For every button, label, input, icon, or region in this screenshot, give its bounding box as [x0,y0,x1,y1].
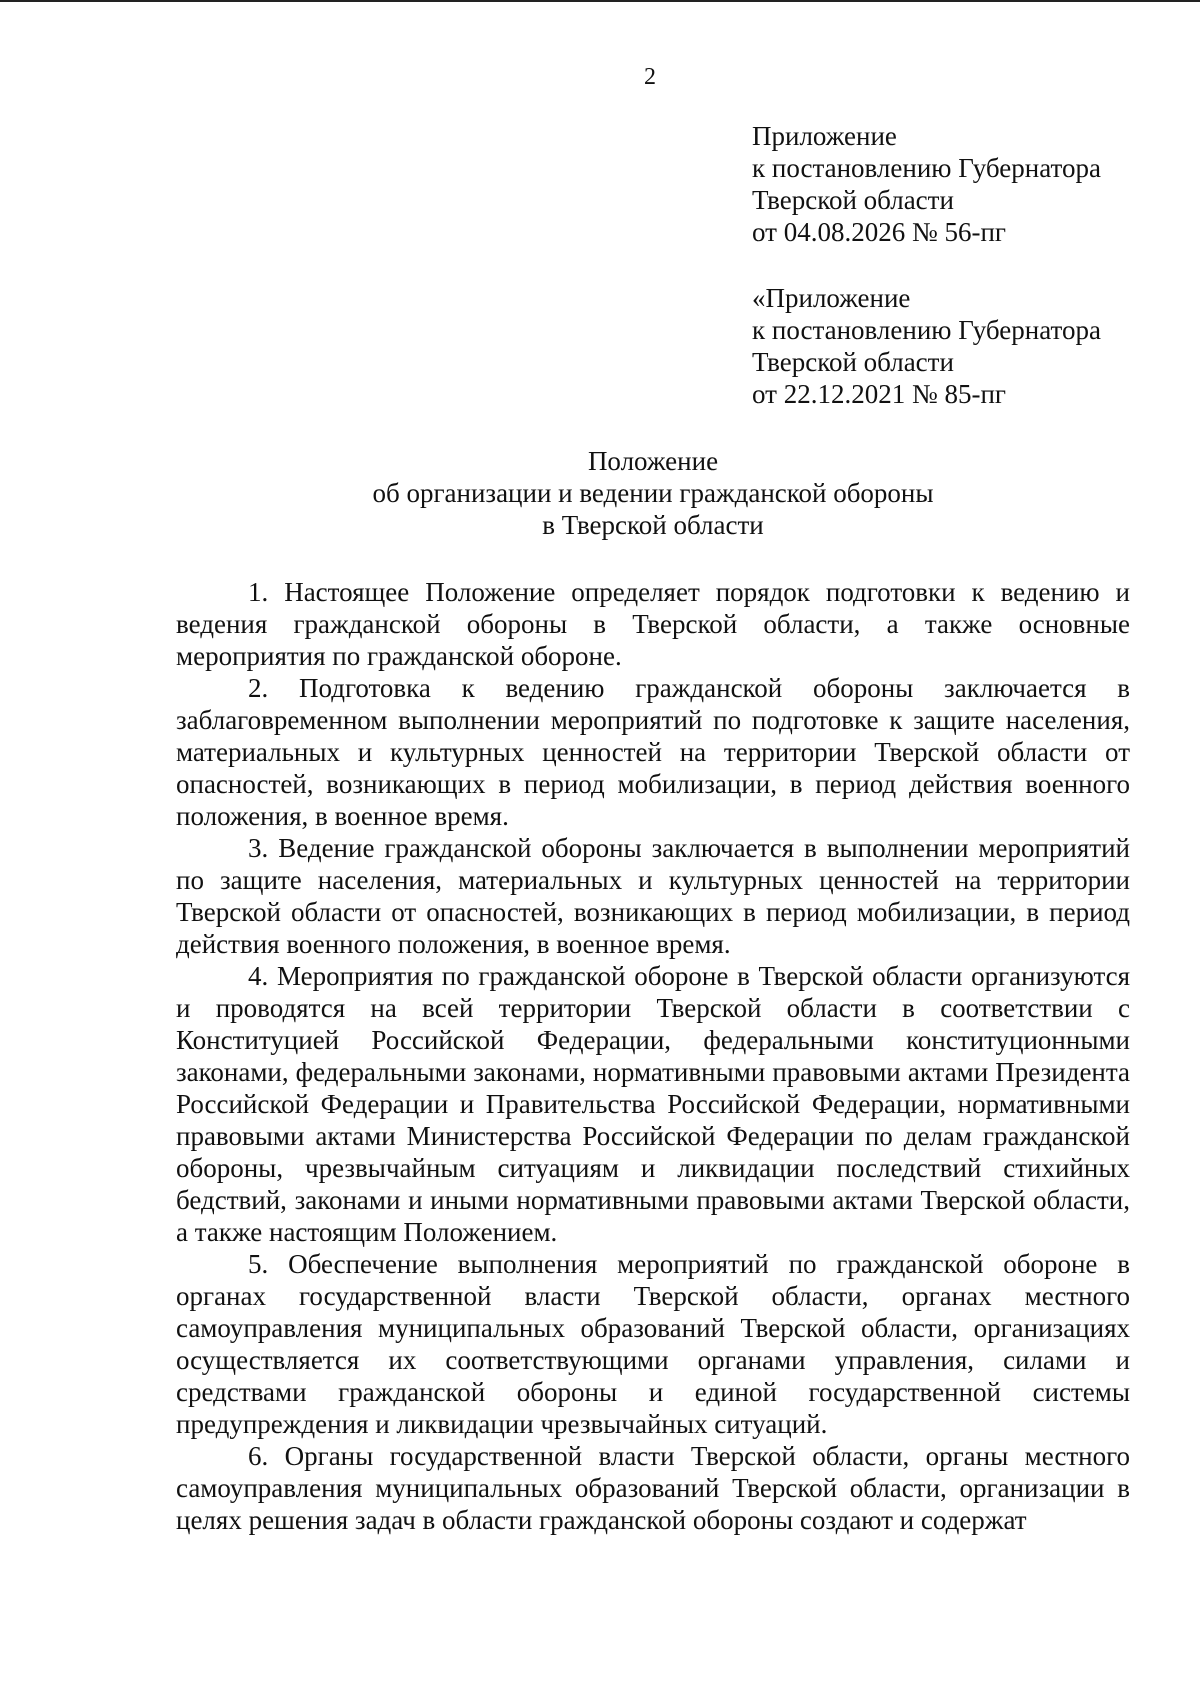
top-border [0,0,1200,2]
paragraph-2: 2. Подготовка к ведению гражданской обороны заключается в заблаговременном выполнении мероприятий по подготовке к защите населения, материальных и культурных ценностей на территории Тверской области от опасностей, возникающих в период мобилизации, в период действия военного положения, в военное время. [176,673,1130,831]
document-title [176,445,1130,541]
appendix-current-line-2: к постановлению Губернатора [752,153,1101,183]
appendix-current-line-1: Приложение [752,121,897,151]
paragraph-4: 4. Мероприятия по гражданской обороне в Тверской области организуются и проводятся на всей территории Тверской области в соответствии с Конституцией Российской Федерации, федеральными конституционными законами, федеральными законами, нормативными правовыми актами Президента Российской Федерации и Правительства Российской Федерации, нормативными правовыми актами Министерства Российской Федерации по делам гражданской обороны, чрезвычайным ситуациям и ликвидации последствий стихийных бедствий, законами и иными нормативными правовыми актами Тверской области, а также настоящим Положением. [176,961,1130,1247]
paragraph-1: 1. Настоящее Положение определяет порядок подготовки к ведению и ведения гражданской обороны в Тверской области, а также основные мероприятия по гражданской обороне. [176,577,1130,671]
appendix-previous-line-4: от 22.12.2021 № 85-пг [752,379,1006,409]
document-body [176,576,1130,1536]
title-line-2: об организации и ведении гражданской обороны [372,478,934,508]
appendix-previous-line-3: Тверской области [752,347,954,377]
appendix-header-previous [752,282,1101,410]
paragraph-6: 6. Органы государственной власти Тверской области, органы местного самоуправления муниципальных образований Тверской области, организации в целях решения задач в области гражданской обороны создают и содержат [176,1441,1130,1535]
appendix-previous-line-1: «Приложение [752,283,911,313]
title-line-3: в Тверской области [542,510,764,540]
paragraph-3: 3. Ведение гражданской обороны заключается в выполнении мероприятий по защите населения, материальных и культурных ценностей на территории Тверской области от опасностей, возникающих в период мобилизации, в период действия военного положения, в военное время. [176,833,1130,959]
title-line-1: Положение [587,446,719,476]
paragraph-5: 5. Обеспечение выполнения мероприятий по гражданской обороне в органах государственной власти Тверской области, органах местного самоуправления муниципальных образований Тверской области, организациях осуществляется их соответствующими органами управления, силами и средствами гражданской обороны и единой государственной системы предупреждения и ликвидации чрезвычайных ситуаций. [176,1249,1130,1439]
page-number: 2 [644,64,656,90]
appendix-current-line-3: Тверской области [752,185,954,215]
appendix-header-current [752,120,1101,248]
appendix-previous-line-2: к постановлению Губернатора [752,315,1101,345]
appendix-current-line-4: от 04.08.2026 № 56-пг [752,217,1006,247]
